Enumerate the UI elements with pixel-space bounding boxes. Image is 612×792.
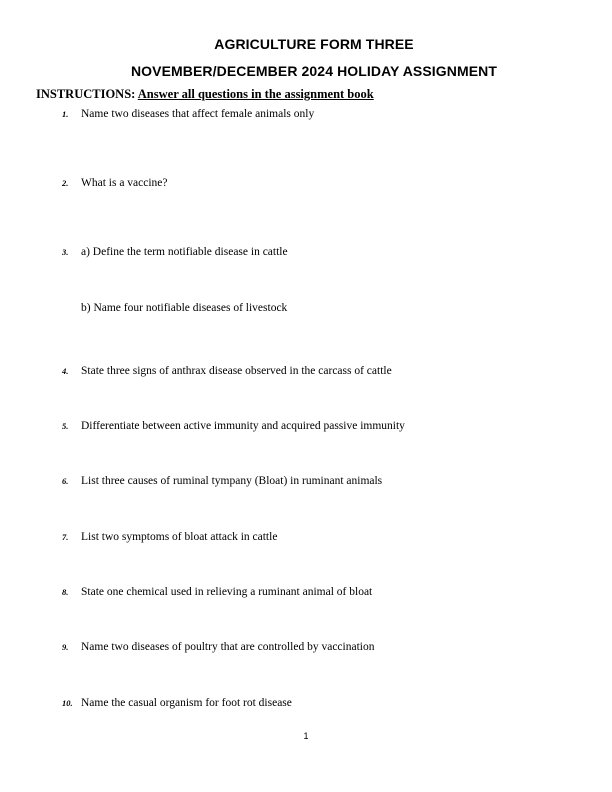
question-number: 5. <box>62 420 69 431</box>
question-text: Name two diseases that affect female animals only <box>81 108 315 120</box>
document-subtitle: NOVEMBER/DECEMBER 2024 HOLIDAY ASSIGNMENT <box>130 63 498 79</box>
question-number: 1. <box>62 108 69 119</box>
question-number: 2. <box>62 177 69 188</box>
question-number: 3. <box>62 246 69 257</box>
instructions-label: INSTRUCTIONS: <box>36 87 136 101</box>
question-number: 10. <box>62 697 73 708</box>
page-number: 1 <box>303 731 309 741</box>
instructions-text: Answer all questions in the assignment book <box>137 87 374 101</box>
question-text: List two symptoms of bloat attack in cattle <box>81 531 278 543</box>
question-number: 7. <box>62 531 69 542</box>
question-subpart: b) Name four notifiable diseases of livestock <box>81 302 288 314</box>
document-title: AGRICULTURE FORM THREE <box>214 36 414 52</box>
question-number: 6. <box>62 475 69 486</box>
question-number: 8. <box>62 586 69 597</box>
question-text: Differentiate between active immunity and acquired passive immunity <box>81 420 405 432</box>
question-text: a) Define the term notifiable disease in cattle <box>81 246 288 258</box>
question-number: 9. <box>62 641 69 652</box>
instructions <box>36 87 374 102</box>
question-text: List three causes of ruminal tympany (Bloat) in ruminant animals <box>81 475 383 487</box>
question-number: 4. <box>62 365 69 376</box>
question-text: Name two diseases of poultry that are controlled by vaccination <box>81 641 375 653</box>
question-text: State three signs of anthrax disease observed in the carcass of cattle <box>81 365 392 377</box>
question-text: State one chemical used in relieving a ruminant animal of bloat <box>81 586 373 598</box>
question-text: What is a vaccine? <box>81 177 168 189</box>
question-text: Name the casual organism for foot rot disease <box>81 697 292 709</box>
